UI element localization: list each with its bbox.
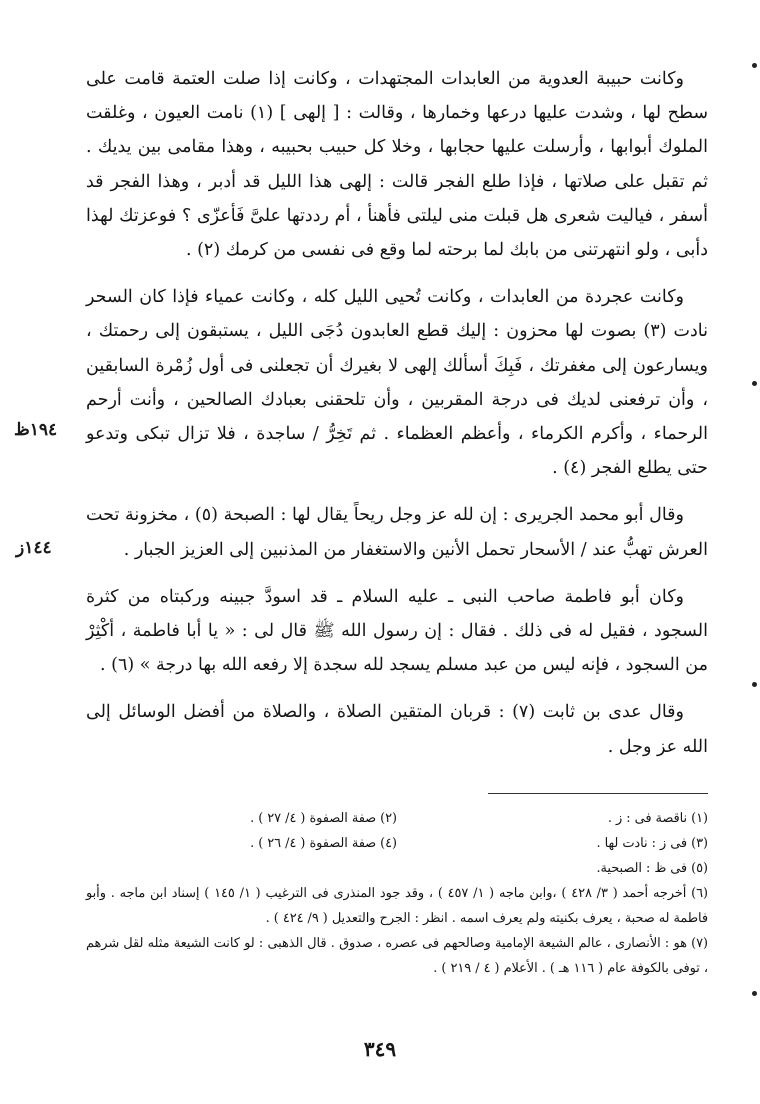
margin-folio-zah: ١٩٤ظ: [14, 420, 58, 440]
footnote-row-1: [86, 806, 708, 831]
footnote-row-2: [86, 831, 708, 856]
edge-mark: [752, 991, 757, 996]
footnote-1: (١) ناقصة فى : ز .: [607, 811, 708, 826]
main-text: [86, 62, 708, 777]
edge-mark: [752, 63, 757, 68]
footnotes: [86, 806, 708, 981]
edge-mark: [752, 381, 757, 386]
footnote-5: (٥) فى ظ : الصبحية.: [596, 861, 708, 876]
footnote-7: (٧) هو : الأنصارى ، عالم الشيعة الإمامية وصالحهم فى عصره ، صدوق . قال الذهبى : لو كانت الشيعة مثله لقل شرهم ، توفى بالكوفة عام ( ١١٦ هـ ) . الأعلام ( ٤ / ٢١٩ ) .: [86, 936, 708, 976]
page-number: ٣٤٩: [363, 1037, 397, 1061]
paragraph-adi: وقال عدى بن ثابت (٧) : قربان المتقين الصلاة ، والصلاة من أفضل الوسائل إلى الله عز وجل .: [86, 702, 708, 757]
footnote-3: (٣) فى ز : نادت لها .: [596, 836, 708, 851]
footnote-4: (٤) صفة الصفوة ( ٤/ ٢٦ ) .: [250, 836, 397, 851]
paragraph-abu-fatima: وكان أبو فاطمة صاحب النبى ـ عليه السلام ـ قد اسودَّ جبينه وركبتاه من كثرة السجود ، فقيل له فى ذلك . فقال : إن رسول الله ﷺ قال لى : « يا أبا فاطمة ، أكْثِرْ من السجود ، فإنه ليس من عبد مسلم يسجد لله سجدة إلا رفعه الله بها درجة » (٦) .: [86, 586, 708, 676]
paragraph-habiba: وكانت حبيبة العدوية من العابدات المجتهدات ، وكانت إذا صلت العتمة قامت على سطح لها ، وشدت عليها درعها وخمارها ، وقالت : [ إلهى ] (١) نامت العيون ، وغلقت الملوك أبوابها ، وأرسلت عليها حجابها ، وخلا كل حبيب بحبيبه ، وهذا مقامى بين يديك . ثم تقبل على صلاتها ، فإذا طلع الفجر قالت : إلهى هذا الليل قد أدبر ، وهذا الفجر قد أسفر ، فياليت شعرى هل قبلت منى ليلتى فأهنأ ، أم رددتها علىَّ فَأعزّى ؟ فوعزتك لهذا دأبى ، ولو انتهرتنى من بابك لما برحته لما وقع فى نفسى من كرمك (٢) .: [86, 69, 708, 261]
footnote-6: (٦) أخرجه أحمد ( ٣/ ٤٢٨ ) ،وابن ماجه ( ١/ ٤٥٧ ) ، وقد جود المنذرى فى الترغيب ( ١/ ١٤٥ ) إسناد ابن ماجه . وأبو فاطمة له صحبة ، يعرف بكنيته ولم يعرف اسمه . انظر : الجرح والتعديل ( ٩/ ٤٢٤ ) .: [86, 886, 708, 926]
footnote-separator: [488, 793, 708, 794]
paragraph-ajrada: وكانت عجردة من العابدات ، وكانت تُحيى الليل كله ، وكانت عمياء فإذا كان السحر نادت (٣) بصوت لها محزون : إليك قطع العابدون دُجَى الليل ، يستبقون إلى رحمتك ، ويسارعون إلى مغفرتك ، فَبِكَ أسألك إلهى لا بغيرك أن تجعلنى فى أول زُمْرة السابقين ، وأن ترفعنى لديك فى درجة المقربين ، وأن تلحقنى بعبادك الصالحين ، وأنت أرحم الرحماء ، وأكرم الكرماء ، وأعظم العظماء . ثم تَخِرُّ / ساجدة ، فلا تزال تبكى وتدعو حتى يطلع الفجر (٤) .: [86, 287, 708, 479]
paragraph-jariri: وقال أبو محمد الجريرى : إن لله عز وجل ريحاً يقال لها : الصبحة (٥) ، مخزونة تحت العرش تهبُّ عند / الأسحار تحمل الأنين والاستغفار من المذنبين إلى العزيز الجبار .: [86, 505, 708, 560]
edge-mark: [752, 682, 757, 687]
footnote-2: (٢) صفة الصفوة ( ٤/ ٢٧ ) .: [250, 811, 397, 826]
margin-folio-zay: ١٤٤ز: [16, 538, 52, 558]
